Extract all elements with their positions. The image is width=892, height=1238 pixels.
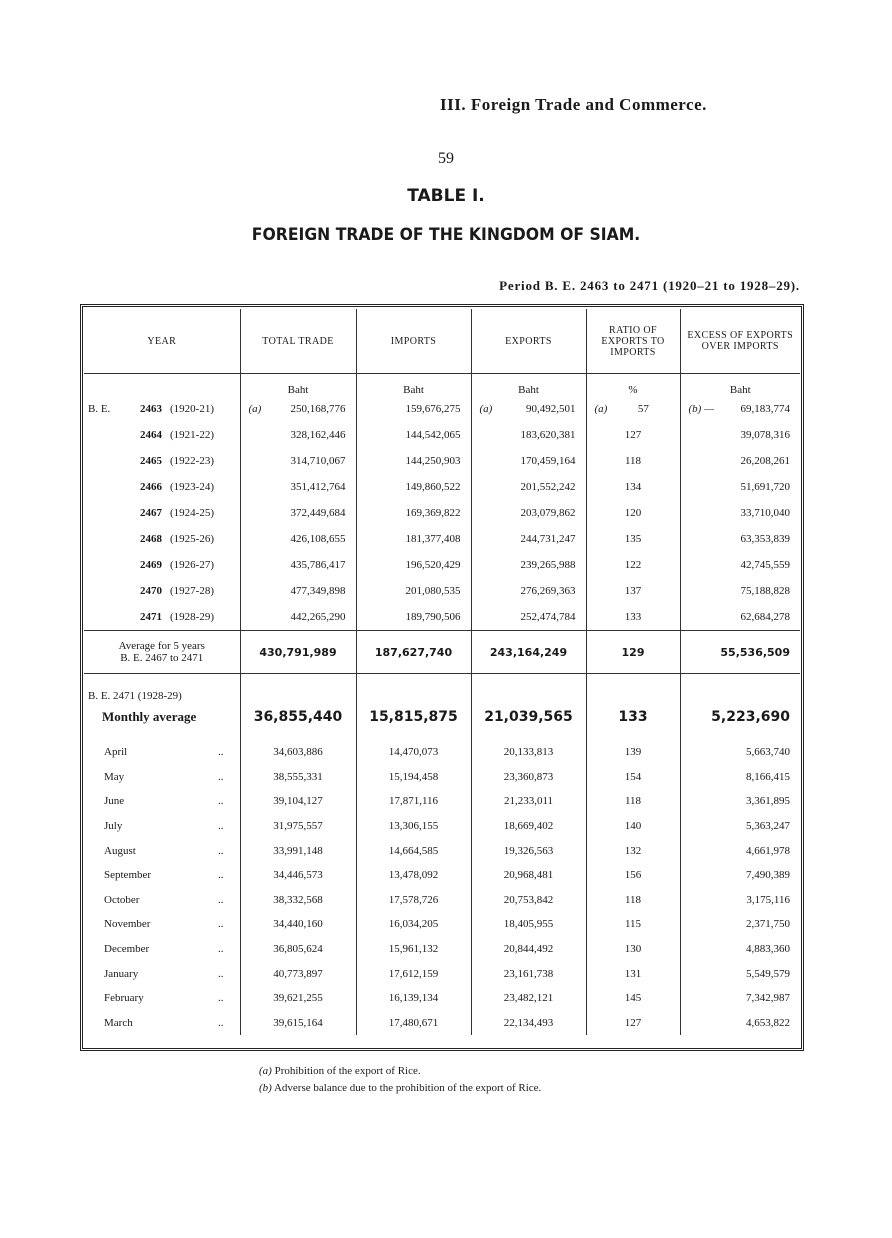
monthly-average-excess: 5,223,690 [680,702,800,732]
average-label [84,631,240,674]
year-cell [84,474,240,500]
month-cell [84,863,240,888]
empty-cell [586,732,680,740]
month-excess: 4,883,360 [680,937,800,962]
table-row [84,814,800,839]
unit-label: Baht [471,374,586,397]
total-trade-cell [240,578,356,604]
empty-cell [680,674,800,703]
table-row [84,863,800,888]
unit-label: % [586,374,680,397]
footnote-text: Adverse balance due to the prohibition of the export of Rice. [273,1082,542,1094]
table-row [84,1011,800,1036]
month-ratio: 132 [586,838,680,863]
total-trade-cell [240,396,356,422]
month-imports: 15,961,132 [356,937,471,962]
year-cell [84,552,240,578]
average-exports: 243,164,249 [471,631,586,674]
empty-cell [356,674,471,703]
total-trade-cell [240,422,356,448]
year-be: 2466 [140,481,162,493]
month-name: November [104,918,151,931]
year-be: 2468 [140,533,162,545]
col-header-total-trade: TOTAL TRADE [240,309,356,374]
excess-cell [680,448,800,474]
month-total: 40,773,897 [240,961,356,986]
month-total: 38,555,331 [240,765,356,790]
ratio-value: 122 [624,559,642,571]
month-ratio: 118 [586,789,680,814]
month-name: February [104,992,144,1005]
table-row [84,526,800,552]
footnote-text: Prohibition of the export of Rice. [274,1065,421,1077]
month-total: 34,603,886 [240,740,356,765]
leader-dots: .. [218,918,224,931]
total-trade-value: 351,412,764 [290,481,346,493]
footnote-mark: (b) [259,1082,272,1094]
leader-dots: .. [218,844,224,857]
imports-cell: 149,860,522 [356,474,471,500]
month-name: October [104,893,140,906]
exports-cell [471,526,586,552]
excess-cell [680,474,800,500]
month-ratio: 118 [586,888,680,913]
month-imports: 17,480,671 [356,1011,471,1036]
year-period: (1921-22) [170,429,214,441]
exports-value: 183,620,381 [520,429,576,441]
imports-cell: 189,790,506 [356,604,471,631]
month-name: March [104,1016,133,1029]
month-ratio: 130 [586,937,680,962]
note-mark: (a) [248,403,262,415]
exports-value: 201,552,242 [520,481,576,493]
monthly-section-label: B. E. 2471 (1928-29) [88,690,182,702]
monthly-average-imports: 15,815,875 [356,702,471,732]
exports-value: 90,492,501 [526,403,576,415]
total-trade-value: 250,168,776 [290,403,346,415]
exports-cell [471,604,586,631]
total-trade-value: 442,265,290 [290,611,346,623]
month-ratio: 154 [586,765,680,790]
table-row [84,789,800,814]
month-name: December [104,943,150,956]
total-trade-value: 435,786,417 [290,559,346,571]
month-cell [84,789,240,814]
month-exports: 20,753,842 [471,888,586,913]
average-imports: 187,627,740 [356,631,471,674]
unit-label: Baht [356,374,471,397]
month-name: January [104,967,139,980]
col-header-ratio [586,309,680,374]
foreign-trade-table [84,309,800,1035]
year-period: (1924-25) [170,507,214,519]
total-trade-cell [240,448,356,474]
month-cell [84,986,240,1011]
ratio-cell [586,526,680,552]
year-cell [84,396,240,422]
month-total: 36,805,624 [240,937,356,962]
empty-cell [471,732,586,740]
table-label: TABLE I. [407,186,485,206]
month-excess: 3,361,895 [680,789,800,814]
year-be: 2470 [140,585,162,597]
table-row [84,838,800,863]
leader-dots: .. [218,795,224,808]
month-exports: 18,669,402 [471,814,586,839]
excess-value: 75,188,828 [740,585,790,597]
imports-cell: 169,369,822 [356,500,471,526]
exports-cell [471,448,586,474]
month-excess: 7,490,389 [680,863,800,888]
month-exports: 23,360,873 [471,765,586,790]
year-era: B. E. [88,403,111,415]
col-header-exports: EXPORTS [471,309,586,374]
month-excess: 2,371,750 [680,912,800,937]
year-period: (1925-26) [170,533,214,545]
year-cell [84,578,240,604]
imports-cell: 181,377,408 [356,526,471,552]
ratio-cell [586,552,680,578]
imports-cell: 144,250,903 [356,448,471,474]
month-cell [84,961,240,986]
leader-dots: .. [218,1016,224,1029]
ratio-cell [586,474,680,500]
month-exports: 20,968,481 [471,863,586,888]
exports-value: 276,269,363 [520,585,576,597]
table-row [84,961,800,986]
month-cell [84,814,240,839]
month-exports: 22,134,493 [471,1011,586,1036]
empty-cell [240,674,356,703]
exports-cell [471,422,586,448]
exports-value: 203,079,862 [520,507,576,519]
ratio-cell [586,578,680,604]
table-row [84,937,800,962]
month-cell [84,888,240,913]
month-ratio: 145 [586,986,680,1011]
empty-cell [356,732,471,740]
monthly-average-ratio: 133 [586,702,680,732]
average-total: 430,791,989 [240,631,356,674]
note-mark: (a) [594,403,608,415]
imports-cell: 196,520,429 [356,552,471,578]
excess-value: 63,353,839 [740,533,790,545]
col-header-year: YEAR [84,309,240,374]
month-cell [84,1011,240,1036]
year-period: (1923-24) [170,481,214,493]
exports-cell [471,396,586,422]
total-trade-cell [240,474,356,500]
excess-value: 62,684,278 [740,611,790,623]
month-imports: 14,664,585 [356,838,471,863]
month-ratio: 131 [586,961,680,986]
leader-dots: .. [218,770,224,783]
exports-cell [471,474,586,500]
imports-cell: 159,676,275 [356,396,471,422]
table-row [84,765,800,790]
table-body [84,374,800,1036]
month-cell [84,765,240,790]
unit-label: Baht [680,374,800,397]
excess-value: 51,691,720 [740,481,790,493]
table-row [84,474,800,500]
excess-cell [680,396,800,422]
table-row [84,500,800,526]
exports-cell [471,578,586,604]
table-row [84,552,800,578]
running-head: III. Foreign Trade and Commerce. [440,95,707,114]
total-trade-value: 477,349,898 [290,585,346,597]
month-excess: 5,663,740 [680,740,800,765]
month-imports: 16,139,134 [356,986,471,1011]
leader-dots: .. [218,893,224,906]
average-ratio: 129 [586,631,680,674]
ratio-cell [586,422,680,448]
month-excess: 3,175,116 [680,888,800,913]
year-cell [84,448,240,474]
month-imports: 15,194,458 [356,765,471,790]
excess-cell [680,526,800,552]
month-exports: 23,161,738 [471,961,586,986]
col-header-excess-text: EXCESS OF EXPORTS OVER IMPORTS [687,330,794,352]
footnote-mark: (a) [259,1065,272,1077]
month-ratio: 115 [586,912,680,937]
average-label-line2: B. E. 2467 to 2471 [120,652,204,664]
footnote [259,1080,541,1097]
total-trade-cell [240,604,356,631]
month-exports: 18,405,955 [471,912,586,937]
period-subtitle: Period B. E. 2463 to 2471 (1920–21 to 1928–29). [499,278,800,293]
exports-value: 239,265,988 [520,559,576,571]
month-name: April [104,746,128,759]
exports-cell [471,552,586,578]
year-be: 2463 [140,403,162,415]
excess-cell [680,552,800,578]
month-excess: 5,363,247 [680,814,800,839]
month-excess: 5,549,579 [680,961,800,986]
header-row [84,309,800,374]
empty-cell [586,674,680,703]
month-cell [84,740,240,765]
total-trade-cell [240,526,356,552]
imports-cell: 144,542,065 [356,422,471,448]
note-mark: (a) [479,403,493,415]
month-ratio: 156 [586,863,680,888]
leader-dots: .. [218,746,224,759]
monthly-average-label: Monthly average [102,709,197,724]
monthly-section-row [84,674,800,703]
month-exports: 21,233,011 [471,789,586,814]
year-period: (1922-23) [170,455,214,467]
year-be: 2467 [140,507,162,519]
excess-value: 39,078,316 [740,429,790,441]
month-imports: 17,578,726 [356,888,471,913]
ratio-value: 57 [637,403,649,415]
month-name: June [104,795,125,808]
ratio-cell [586,448,680,474]
empty-cell [471,674,586,703]
ratio-cell [586,396,680,422]
exports-cell [471,500,586,526]
average-excess: 55,536,509 [680,631,800,674]
table-row [84,604,800,631]
footnotes [259,1063,541,1097]
excess-cell [680,422,800,448]
ratio-value: 135 [624,533,642,545]
month-excess: 4,653,822 [680,1011,800,1036]
year-be: 2471 [140,611,162,623]
month-imports: 13,306,155 [356,814,471,839]
empty-cell [240,732,356,740]
year-period: (1928-29) [170,611,214,623]
monthly-average-row [84,702,800,732]
total-trade-cell [240,552,356,578]
month-ratio: 127 [586,1011,680,1036]
excess-value: 26,208,261 [740,455,790,467]
ratio-cell [586,500,680,526]
exports-value: 252,474,784 [520,611,576,623]
table-title: FOREIGN TRADE OF THE KINGDOM OF SIAM. [251,225,641,245]
total-trade-value: 314,710,067 [290,455,346,467]
month-name: August [104,844,136,857]
ratio-value: 127 [624,429,642,441]
year-cell [84,500,240,526]
month-cell [84,912,240,937]
year-period: (1927-28) [170,585,214,597]
average-label-line1: Average for 5 years [118,640,205,652]
footnote [259,1063,541,1080]
year-cell [84,604,240,631]
table-row [84,422,800,448]
table-row [84,448,800,474]
total-trade-cell [240,500,356,526]
month-total: 38,332,568 [240,888,356,913]
year-cell [84,526,240,552]
year-be: 2469 [140,559,162,571]
spacer-row [84,732,800,740]
exports-value: 170,459,164 [520,455,576,467]
month-imports: 16,034,205 [356,912,471,937]
month-exports: 20,844,492 [471,937,586,962]
month-total: 31,975,557 [240,814,356,839]
total-trade-value: 328,162,446 [290,429,346,441]
month-excess: 8,166,415 [680,765,800,790]
month-total: 34,446,573 [240,863,356,888]
month-exports: 19,326,563 [471,838,586,863]
month-excess: 7,342,987 [680,986,800,1011]
table-row [84,912,800,937]
month-total: 39,104,127 [240,789,356,814]
year-cell [84,422,240,448]
page-number: 59 [438,150,454,167]
col-header-excess [680,309,800,374]
month-excess: 4,661,978 [680,838,800,863]
leader-dots: .. [218,967,224,980]
month-exports: 20,133,813 [471,740,586,765]
ratio-value: 134 [624,481,642,493]
total-trade-value: 426,108,655 [290,533,346,545]
col-header-ratio-text: RATIO OF EXPORTS TO IMPORTS [601,324,665,358]
excess-value: 42,745,559 [740,559,790,571]
excess-value: 69,183,774 [740,403,790,415]
exports-value: 244,731,247 [520,533,576,545]
units-row [84,374,800,397]
ratio-value: 137 [624,585,642,597]
table-row [84,740,800,765]
year-be: 2464 [140,429,162,441]
month-imports: 13,478,092 [356,863,471,888]
table-row [84,986,800,1011]
excess-cell [680,578,800,604]
month-name: September [104,869,152,882]
monthly-average-exports: 21,039,565 [471,702,586,732]
ratio-value: 133 [624,611,642,623]
month-name: May [104,770,125,783]
empty-cell [680,732,800,740]
table-row [84,578,800,604]
monthly-average-total: 36,855,440 [240,702,356,732]
year-be: 2465 [140,455,162,467]
month-ratio: 139 [586,740,680,765]
excess-cell [680,604,800,631]
excess-cell [680,500,800,526]
month-cell [84,937,240,962]
month-imports: 17,871,116 [356,789,471,814]
table-row [84,888,800,913]
average-row [84,631,800,674]
month-total: 39,621,255 [240,986,356,1011]
month-total: 39,615,164 [240,1011,356,1036]
month-total: 33,991,148 [240,838,356,863]
empty-cell [84,732,240,740]
year-period: (1926-27) [170,559,214,571]
unit-label: Baht [240,374,356,397]
note-mark: (b) — [688,403,714,415]
excess-value: 33,710,040 [740,507,790,519]
col-header-imports: IMPORTS [356,309,471,374]
table-row [84,396,800,422]
month-imports: 17,612,159 [356,961,471,986]
leader-dots: .. [218,943,224,956]
ratio-value: 120 [624,507,642,519]
imports-cell: 201,080,535 [356,578,471,604]
total-trade-value: 372,449,684 [290,507,346,519]
leader-dots: .. [218,820,224,833]
month-imports: 14,470,073 [356,740,471,765]
ratio-cell [586,604,680,631]
year-period: (1920-21) [170,403,214,415]
month-name: July [104,820,123,833]
leader-dots: .. [218,992,224,1005]
month-cell [84,838,240,863]
month-exports: 23,482,121 [471,986,586,1011]
leader-dots: .. [218,869,224,882]
ratio-value: 118 [624,455,642,467]
month-total: 34,440,160 [240,912,356,937]
month-ratio: 140 [586,814,680,839]
